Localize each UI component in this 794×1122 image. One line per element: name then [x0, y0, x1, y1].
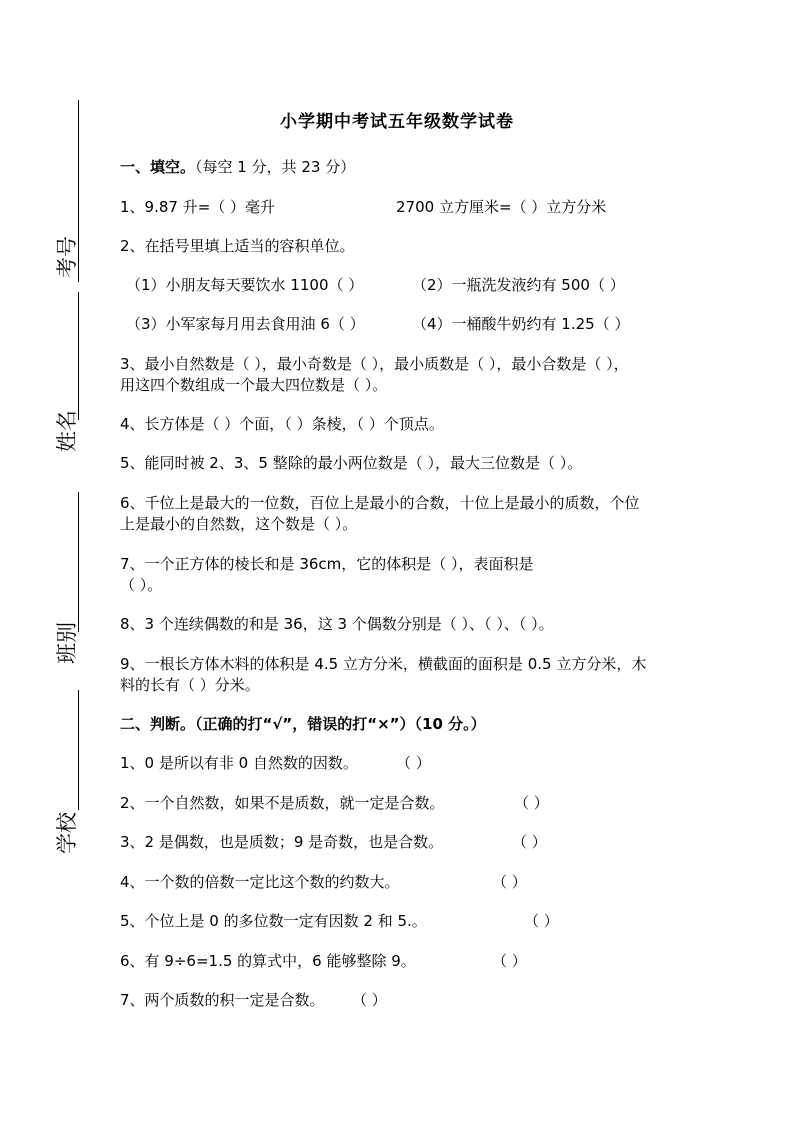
section1-heading: 一、填空。 — [120, 158, 196, 176]
judge-item-1 — [120, 752, 680, 774]
judge-item-6-text: 6、有 9÷6=1.5 的算式中，6 能够整除 9。 — [120, 952, 416, 970]
binding-line-4 — [78, 690, 79, 810]
question-2: 2、在括号里填上适当的容积单位。 — [120, 237, 355, 255]
question-1-row — [120, 196, 680, 218]
question-2-row-b — [126, 313, 686, 335]
judge-item-6 — [120, 950, 680, 972]
judge-item-6-blank: （ ） — [492, 952, 527, 970]
binding-label-class: 班别 — [55, 622, 79, 664]
question-6-line-2: 上是最小的自然数，这个数是（ ）。 — [120, 515, 358, 533]
question-9-line-1: 9、一根长方体木料的体积是 4.5 立方分米，横截面的面积是 0.5 立方分米，木 — [120, 655, 647, 673]
judge-item-1-text: 1、0 是所以有非 0 自然数的因数。 — [120, 754, 358, 772]
question-1b: 2700 立方厘米=（ ）立方分米 — [396, 198, 607, 216]
question-2-4: （4）一桶酸牛奶约有 1.25（ ） — [412, 315, 630, 333]
judge-item-4-text: 4、一个数的倍数一定比这个数的约数大。 — [120, 873, 400, 891]
question-2-3: （3）小军家每月用去食用油 6（ ） — [126, 315, 365, 333]
judge-item-4-blank: （ ） — [492, 873, 527, 891]
question-6-line-1: 6、千位上是最大的一位数，百位上是最小的合数，十位上是最小的质数，个位 — [120, 494, 640, 512]
judge-item-7-text: 7、两个质数的积一定是合数。 — [120, 991, 325, 1009]
question-3-line-1: 3、最小自然数是（ ），最小奇数是（ ），最小质数是（ ），最小合数是（ ）， — [120, 355, 629, 373]
judge-item-3-blank: （ ） — [512, 833, 547, 851]
judge-item-5-blank: （ ） — [524, 912, 559, 930]
binding-label-school: 学校 — [55, 812, 79, 854]
judge-item-5-text: 5、个位上是 0 的多位数一定有因数 2 和 5.。 — [120, 912, 427, 930]
judge-item-7 — [120, 989, 680, 1011]
judge-item-2 — [120, 792, 680, 814]
question-8: 8、3 个连续偶数的和是 36，这 3 个偶数分别是（ ）、（ ）、（ ）。 — [120, 615, 554, 633]
exam-title: 小学期中考试五年级数学试卷 — [280, 112, 514, 132]
judge-item-3-text: 3、2 是偶数，也是质数；9 是奇数，也是合数。 — [120, 833, 444, 851]
question-5: 5、能同时被 2、3、5 整除的最小两位数是（ ），最大三位数是（ ）。 — [120, 454, 583, 472]
question-2-1: （1）小朋友每天要饮水 1100（ ） — [126, 276, 364, 294]
question-7-line-2: （ ）。 — [120, 576, 163, 594]
judge-item-2-text: 2、一个自然数，如果不是质数，就一定是合数。 — [120, 794, 445, 812]
judge-item-5 — [120, 910, 680, 932]
judge-item-3 — [120, 831, 680, 853]
judge-item-2-blank: （ ） — [514, 794, 549, 812]
question-1a: 1、9.87 升=（ ）毫升 — [120, 198, 276, 216]
binding-label-exam-number: 考号 — [55, 236, 79, 278]
section1-heading-row — [120, 156, 680, 178]
binding-line-2 — [78, 292, 79, 420]
question-3-line-2: 用这四个数组成一个最大四位数是（ ）。 — [120, 376, 388, 394]
judge-item-1-blank: （ ） — [396, 754, 431, 772]
judge-item-7-blank: （ ） — [352, 991, 387, 1009]
question-7-line-1: 7、一个正方体的棱长和是 36cm，它的体积是（ ），表面积是 — [120, 555, 534, 573]
question-2-row-a — [126, 274, 686, 296]
binding-label-name: 姓名 — [55, 410, 79, 452]
judge-item-4 — [120, 871, 680, 893]
question-2-2: （2）一瓶洗发液约有 500（ ） — [412, 276, 625, 294]
section1-heading-note: （每空 1 分，共 23 分） — [195, 158, 356, 176]
question-4: 4、长方体是（ ）个面，（ ）条棱，（ ）个顶点。 — [120, 415, 444, 433]
section2-heading: 二、判断。（正确的打“√”，错误的打“×”）（10 分。） — [120, 715, 486, 733]
binding-line-3 — [78, 492, 79, 632]
question-9-line-2: 料的长有（ ）分米。 — [120, 676, 260, 694]
